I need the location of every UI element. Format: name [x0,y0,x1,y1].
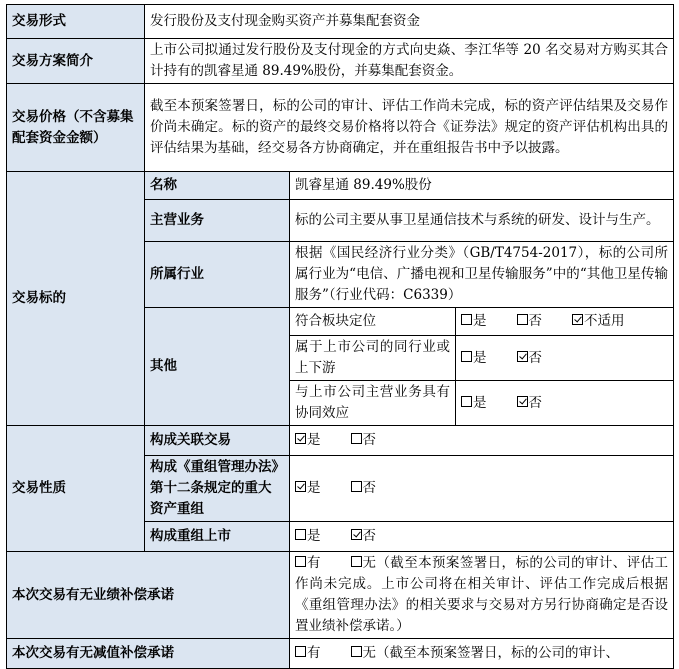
other-options [456,336,674,381]
label-other: 其他 [145,308,290,426]
option-not-applicable[interactable]: 不适用 [572,311,625,332]
other-question: 符合板块定位 [290,308,456,336]
option-yes[interactable]: 有 [295,553,321,574]
checked-checkbox-icon [295,481,306,492]
other-options [456,381,674,426]
checkbox-icon [295,529,306,540]
checkbox-icon [351,481,362,492]
checked-checkbox-icon [517,351,528,362]
option-no[interactable]: 否 [351,430,377,451]
checkbox-icon [461,351,472,362]
related-transaction-options [290,426,674,456]
checked-checkbox-icon [572,314,583,325]
row-impairment-compensation [7,639,674,669]
option-no[interactable]: 否 [517,393,543,414]
checkbox-icon [517,314,528,325]
checkbox-icon [461,396,472,407]
impairment-compensation-note: （截至本预案签署日，标的公司的审计、 [376,645,619,661]
value-main-business: 标的公司主要从事卫星通信技术与系统的研发、设计与生产。 [290,200,674,242]
other-question: 与上市公司主营业务具有协同效应 [290,381,456,426]
checked-checkbox-icon [351,529,362,540]
value-plan-summary: 上市公司拟通过发行股份及支付现金的方式向史焱、李江华等 20 名交易对方购买其合计持有的凯睿星通 89.49%股份，并募集配套资金。 [145,39,674,84]
label-performance-compensation: 本次交易有无业绩补偿承诺 [7,552,290,639]
row-transaction-price [7,84,674,172]
value-impairment-compensation [290,639,674,669]
option-no[interactable]: 否 [517,348,543,369]
option-yes[interactable]: 有 [295,643,321,664]
restructuring-listing-options [290,522,674,552]
label-impairment-compensation: 本次交易有无减值补偿承诺 [7,639,290,669]
value-target-name: 凯睿星通 89.49%股份 [290,172,674,200]
transaction-overview-table [6,4,674,669]
option-no[interactable]: 否 [517,311,543,332]
checkbox-icon [351,433,362,444]
label-major-restructuring: 构成《重组管理办法》第十二条规定的重大资产重组 [145,456,290,522]
checked-checkbox-icon [295,433,306,444]
checked-checkbox-icon [517,396,528,407]
value-industry: 根据《国民经济行业分类》（GB/T4754-2017），标的公司所属行业为“电信、广播电视和卫星传输服务”中的“其他卫星传输服务”（行业代码：C6339） [290,242,674,308]
label-main-business: 主营业务 [145,200,290,242]
row-transaction-form [7,5,674,39]
label-target-name: 名称 [145,172,290,200]
label-restructuring-listing: 构成重组上市 [145,522,290,552]
checkbox-icon [351,646,362,657]
other-question: 属于上市公司的同行业或上下游 [290,336,456,381]
label-transaction-form: 交易形式 [7,5,145,39]
label-transaction-nature: 交易性质 [7,426,145,552]
value-transaction-price: 截至本预案签署日，标的公司的审计、评估工作尚未完成，标的资产评估结果及交易作价尚未确定。标的资产的最终交易价格将以符合《证券法》规定的资产评估机构出具的评估结果为基础，经交易各方协商确定，并在重组报告书中予以披露。 [145,84,674,172]
row-plan-summary [7,39,674,84]
row-related-transaction [7,426,674,456]
option-yes[interactable]: 是 [295,478,321,499]
option-yes[interactable]: 是 [461,311,487,332]
option-no[interactable]: 无 [351,643,377,664]
major-restructuring-options [290,456,674,522]
option-no[interactable]: 无 [351,553,377,574]
option-yes[interactable]: 是 [461,393,487,414]
row-performance-compensation [7,552,674,639]
option-yes[interactable]: 是 [295,430,321,451]
option-yes[interactable]: 是 [461,348,487,369]
label-transaction-target: 交易标的 [7,172,145,426]
performance-compensation-note: （截至本预案签署日，标的公司的审计、评估工作尚未完成。上市公司将在相关审计、评估工作完成后根据《重组管理办法》的相关要求与交易对方另行协商确定是否设置业绩补偿承诺。） [295,555,669,634]
checkbox-icon [295,556,306,567]
value-transaction-form: 发行股份及支付现金购买资产并募集配套资金 [145,5,674,39]
checkbox-icon [461,314,472,325]
other-options [456,308,674,336]
label-industry: 所属行业 [145,242,290,308]
checkbox-icon [295,646,306,657]
label-transaction-price: 交易价格（不含募集配套资金金额） [7,84,145,172]
option-no[interactable]: 否 [351,478,377,499]
label-related-transaction: 构成关联交易 [145,426,290,456]
option-no[interactable]: 否 [351,526,377,547]
label-plan-summary: 交易方案简介 [7,39,145,84]
value-performance-compensation [290,552,674,639]
checkbox-icon [351,556,362,567]
row-target-name [7,172,674,200]
option-yes[interactable]: 是 [295,526,321,547]
